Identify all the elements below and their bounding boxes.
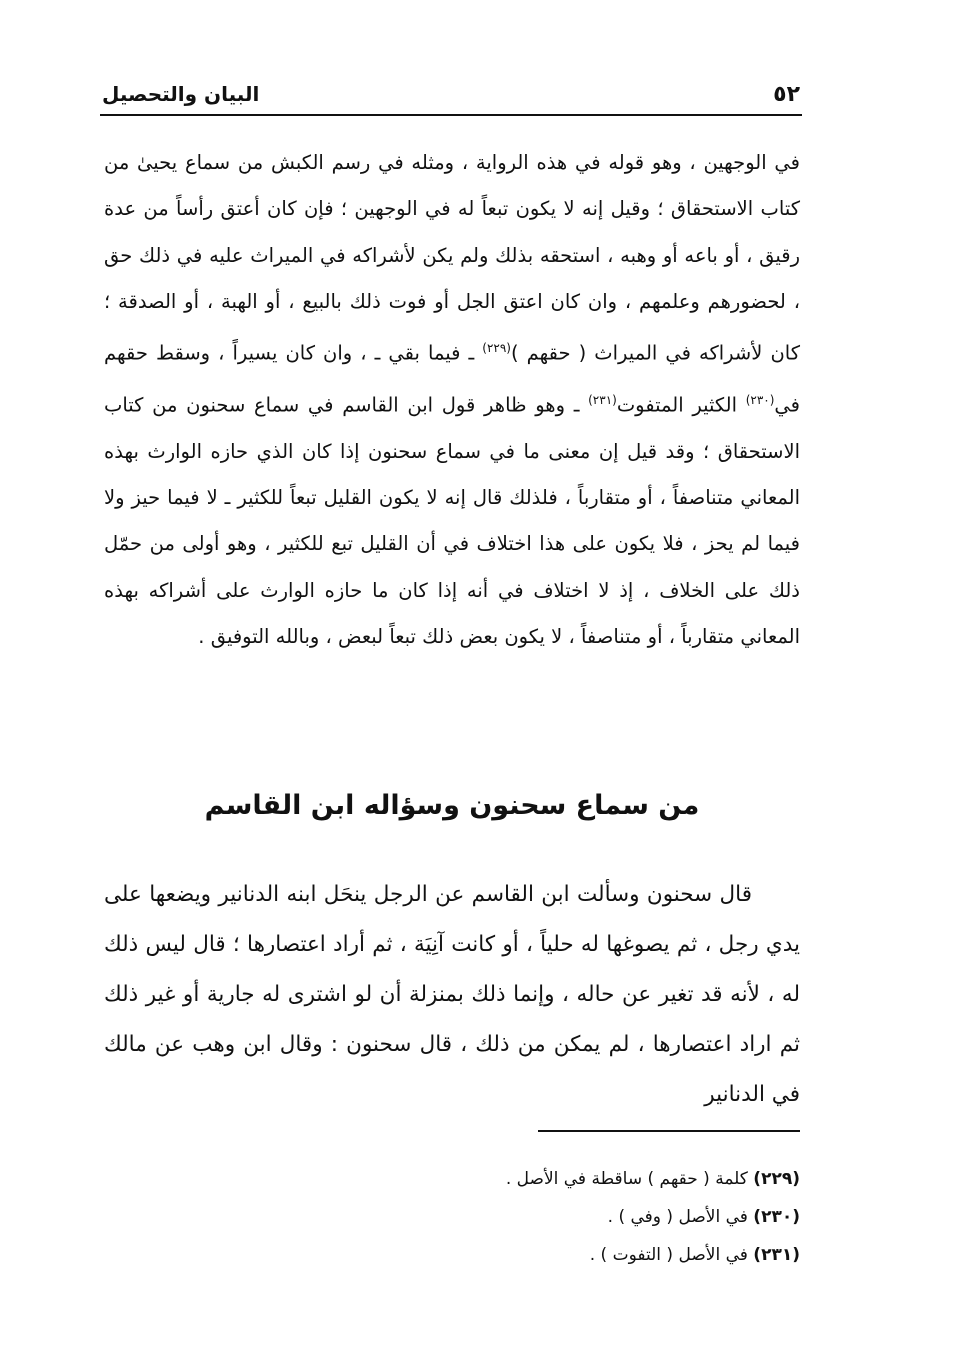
footnote-item — [300, 1160, 800, 1198]
page-number: ٥٢ — [773, 82, 800, 107]
footnote-number: (٢٢٩) — [753, 1169, 800, 1189]
footnotes-list — [300, 1160, 800, 1274]
footnote-number: (٢٣١) — [753, 1245, 800, 1265]
section-heading: من سماع سحنون وسؤاله ابن القاسم — [204, 790, 700, 821]
paragraph-1-text-a: في الوجهين ، وهو قوله في هذه الرواية ، ومثله في رسم الكبش من سماع يحيىٰ من كتاب الاستحقاق ؛ وقيل إنه لا يكون تبعاً له في الوجهين ؛ فإن كان أعتق رأساً من عدة رقيق ، أو باعه أو وهبه ، استحقه بذلك ولم يكن لأشراكه في الميراث عليه في ذلك حق ، لحضورهم وعلمهم ، وان كان اعتق الجل أو فوت ذلك بالبيع ، أو الهبة ، أو الصدقة ؛ كان لأشراكه في الميراث ( حقهم ) — [104, 151, 800, 365]
header-rule — [100, 114, 802, 116]
paragraph-1-text-c: الكثير المتفوت — [616, 393, 746, 417]
paragraph-1 — [104, 140, 800, 660]
paragraph-2-text: قال سحنون وسألت ابن القاسم عن الرجل ينحَل ابنه الدنانير ويضعها على يدي رجل ، ثم يصوغها له حلياً ، أو كانت آنِيَة ، ثم أراد اعتصارها ؛ قال ليس ذلك له ، لأنه قد تغير عن حاله ، وإنما ذلك بمنزلة أن لو اشترى له جارية أو غير ذلك ثم اراد اعتصارها ، لم يمكن من ذلك ، قال سحنون : وقال ابن وهب عن مالك في الدنانير — [104, 882, 800, 1107]
footnote-ref-230: (٢٣٠) — [745, 392, 775, 407]
paragraph-1-text-d: ـ وهو ظاهر قول ابن القاسم في سماع سحنون من كتاب الاستحقاق ؛ وقد قيل إن معنى ما في سماع سحنون إذا كان الذي حازه الوارث بهذه المعاني متناصفاً ، أو متقارباً ، فلذلك قال إنه لا يكون القليل تبعاً للكثير ـ لا فيما حيز ولا فيما لم يحز ، فلا يكون على هذا اختلاف في أن القليل تبع للكثير ، وهو أولى من حمّل ذلك على الخلاف ، إذ لا اختلاف في أنه إذا كان ما حازه الوارث على أشراكه بهذه المعاني متقارباً ، أو متناصفاً ، لا يكون بعض ذلك تبعاً لبعض ، وبالله التوفيق . — [104, 393, 800, 648]
footnote-item — [300, 1198, 800, 1236]
footnote-text: في الأصل ( وفي ) . — [607, 1207, 754, 1227]
footnote-item — [300, 1236, 800, 1274]
footnote-text: في الأصل ( التفوت ) . — [589, 1245, 754, 1265]
paragraph-1-text-b: ـ فيما بقي ـ ، وان كان يسيراً ، وسقط حقهم في — [104, 341, 800, 417]
footnote-ref-229: (٢٢٩) — [482, 341, 511, 356]
footnote-ref-231: (٢٣١) — [588, 392, 617, 407]
footnote-text: كلمة ( حقهم ) ساقطة في الأصل . — [505, 1169, 754, 1189]
footnote-number: (٢٣٠) — [753, 1207, 800, 1227]
paragraph-2 — [104, 870, 800, 1120]
running-header — [100, 80, 802, 114]
footnote-rule — [538, 1130, 800, 1132]
running-title: البيان والتحصيل — [102, 82, 260, 106]
